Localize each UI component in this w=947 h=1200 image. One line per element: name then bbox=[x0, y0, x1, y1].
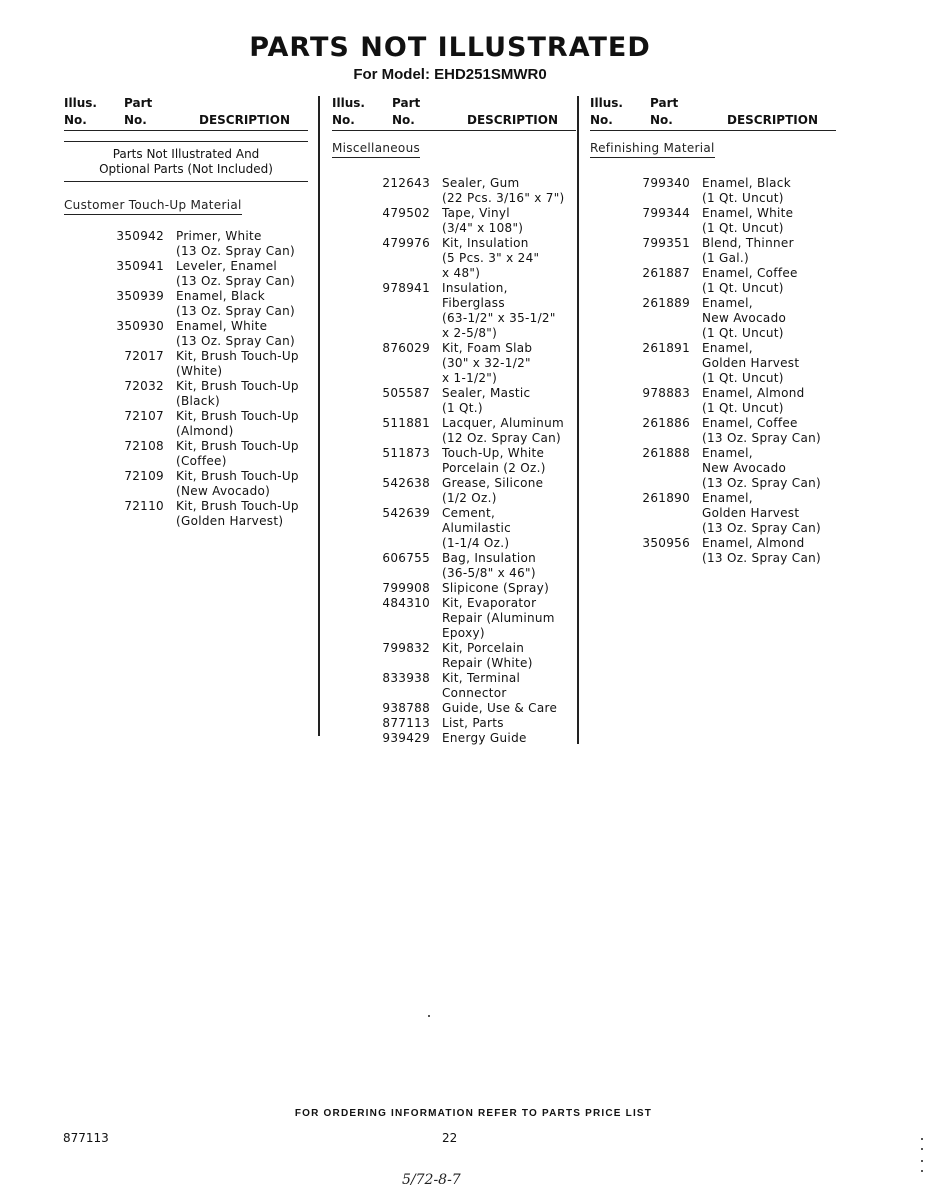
part-description: Enamel, Almond (1 Qt. Uncut) bbox=[702, 386, 805, 415]
part-number: 72107 bbox=[124, 409, 164, 423]
part-number: 72108 bbox=[124, 439, 164, 453]
part-header: Part bbox=[650, 96, 679, 110]
part-number: 261889 bbox=[642, 296, 690, 310]
part-number: 511873 bbox=[382, 446, 430, 460]
part-header: Part bbox=[392, 96, 421, 110]
section-title-refinishing: Refinishing Material bbox=[590, 141, 715, 158]
part-description: Bag, Insulation (36-5/8" x 46") bbox=[442, 551, 537, 580]
part-header: Part bbox=[124, 96, 153, 110]
note-text: Parts Not Illustrated And Optional Parts (Not Included) bbox=[99, 147, 273, 176]
part-row bbox=[64, 289, 308, 319]
part-row bbox=[332, 581, 576, 596]
part-row bbox=[332, 446, 576, 476]
part-number: 505587 bbox=[382, 386, 430, 400]
part-row bbox=[332, 506, 576, 551]
part-number: 72110 bbox=[124, 499, 164, 513]
part-no-header: No. bbox=[124, 113, 147, 127]
ordering-footer: FOR ORDERING INFORMATION REFER TO PARTS PRICE LIST bbox=[294, 1108, 653, 1119]
part-description: Enamel, Coffee (13 Oz. Spray Can) bbox=[702, 416, 821, 445]
part-description: Enamel, New Avocado (1 Qt. Uncut) bbox=[702, 296, 787, 340]
part-description: Kit, Evaporator Repair (Aluminum Epoxy) bbox=[442, 596, 555, 640]
part-row bbox=[332, 551, 576, 581]
part-row bbox=[590, 296, 836, 341]
part-row bbox=[332, 176, 576, 206]
section-title-miscellaneous: Miscellaneous bbox=[332, 141, 420, 158]
part-number: 261886 bbox=[642, 416, 690, 430]
part-description: Kit, Brush Touch-Up (Golden Harvest) bbox=[176, 499, 299, 528]
part-description: Slipicone (Spray) bbox=[442, 581, 550, 595]
part-number: 479976 bbox=[382, 236, 430, 250]
part-description: Enamel, Almond (13 Oz. Spray Can) bbox=[702, 536, 821, 565]
description-header: DESCRIPTION bbox=[466, 113, 558, 127]
part-description: Leveler, Enamel (13 Oz. Spray Can) bbox=[176, 259, 295, 288]
part-number: 799351 bbox=[642, 236, 690, 250]
part-number: 261887 bbox=[642, 266, 690, 280]
column-1 bbox=[64, 96, 308, 529]
part-row bbox=[332, 641, 576, 671]
part-description: Enamel, White (13 Oz. Spray Can) bbox=[176, 319, 295, 348]
part-description: Sealer, Gum (22 Pcs. 3/16" x 7") bbox=[442, 176, 565, 205]
part-number: 511881 bbox=[382, 416, 430, 430]
part-description: Kit, Foam Slab (30" x 32-1/2" x 1-1/2") bbox=[442, 341, 533, 385]
part-row bbox=[332, 206, 576, 236]
part-number: 350939 bbox=[116, 289, 164, 303]
part-row bbox=[64, 379, 308, 409]
part-number: 261891 bbox=[642, 341, 690, 355]
part-description: Kit, Brush Touch-Up (Almond) bbox=[176, 409, 299, 438]
part-description: Enamel, Black (13 Oz. Spray Can) bbox=[176, 289, 295, 318]
header-rule bbox=[332, 130, 576, 131]
part-row bbox=[64, 349, 308, 379]
part-description: Cement, Alumilastic (1-1/4 Oz.) bbox=[442, 506, 512, 550]
part-row bbox=[64, 319, 308, 349]
part-description: Touch-Up, White Porcelain (2 Oz.) bbox=[442, 446, 546, 475]
part-description: Enamel, Golden Harvest (13 Oz. Spray Can) bbox=[702, 491, 821, 535]
scan-speck bbox=[428, 1015, 430, 1017]
part-description: Enamel, White (1 Qt. Uncut) bbox=[702, 206, 794, 235]
part-number: 484310 bbox=[382, 596, 430, 610]
part-number: 938788 bbox=[382, 701, 430, 715]
part-number: 799832 bbox=[382, 641, 430, 655]
part-row bbox=[64, 499, 308, 529]
part-number: 799340 bbox=[642, 176, 690, 190]
part-number: 606755 bbox=[382, 551, 430, 565]
part-row bbox=[332, 671, 576, 701]
illus-header: Illus. bbox=[64, 96, 97, 110]
part-row bbox=[332, 416, 576, 446]
part-description: Primer, White (13 Oz. Spray Can) bbox=[176, 229, 295, 258]
part-description: Grease, Silicone (1/2 Oz.) bbox=[442, 476, 544, 505]
part-row bbox=[332, 701, 576, 716]
parts-list-2 bbox=[332, 176, 576, 746]
part-number: 799908 bbox=[382, 581, 430, 595]
part-no-header: No. bbox=[392, 113, 415, 127]
illus-no-header: No. bbox=[332, 113, 355, 127]
part-description: Insulation, Fiberglass (63-1/2" x 35-1/2" x 2-5/8") bbox=[442, 281, 556, 340]
part-description: Kit, Brush Touch-Up (Black) bbox=[176, 379, 299, 408]
illus-no-header: No. bbox=[64, 113, 87, 127]
part-row bbox=[332, 281, 576, 341]
header-rule bbox=[64, 130, 308, 131]
part-row bbox=[64, 259, 308, 289]
part-no-header: No. bbox=[650, 113, 673, 127]
part-row bbox=[590, 536, 836, 566]
column-divider-left bbox=[318, 96, 320, 736]
part-row bbox=[590, 386, 836, 416]
part-row bbox=[332, 236, 576, 281]
part-row bbox=[332, 716, 576, 731]
header-rule bbox=[590, 130, 836, 131]
part-number: 978883 bbox=[642, 386, 690, 400]
part-number: 876029 bbox=[382, 341, 430, 355]
column-3 bbox=[590, 96, 836, 566]
part-row bbox=[590, 446, 836, 491]
part-number: 350956 bbox=[642, 536, 690, 550]
illus-header: Illus. bbox=[590, 96, 623, 110]
part-number: 479502 bbox=[382, 206, 430, 220]
column-2-header bbox=[332, 96, 576, 130]
part-row bbox=[590, 341, 836, 386]
parts-list-3 bbox=[590, 176, 836, 566]
not-illustrated-note bbox=[64, 141, 308, 182]
illus-no-header: No. bbox=[590, 113, 613, 127]
scan-speck bbox=[921, 1148, 923, 1150]
parts-list-1 bbox=[64, 229, 308, 529]
part-description: Lacquer, Aluminum (12 Oz. Spray Can) bbox=[442, 416, 564, 445]
part-number: 72017 bbox=[124, 349, 164, 363]
page-title: PARTS NOT ILLUSTRATED bbox=[249, 32, 651, 63]
part-number: 72032 bbox=[124, 379, 164, 393]
part-number: 261890 bbox=[642, 491, 690, 505]
description-header: DESCRIPTION bbox=[726, 113, 818, 127]
part-description: Guide, Use & Care bbox=[442, 701, 558, 715]
document-number: 877113 bbox=[63, 1131, 109, 1145]
part-description: Sealer, Mastic (1 Qt.) bbox=[442, 386, 531, 415]
scan-speck bbox=[921, 1160, 923, 1162]
part-description: Tape, Vinyl (3/4" x 108") bbox=[442, 206, 524, 235]
part-number: 350941 bbox=[116, 259, 164, 273]
part-description: Enamel, New Avocado (13 Oz. Spray Can) bbox=[702, 446, 821, 490]
column-divider-right bbox=[577, 96, 579, 744]
part-row bbox=[590, 266, 836, 296]
part-description: Kit, Brush Touch-Up (New Avocado) bbox=[176, 469, 299, 498]
part-row bbox=[64, 229, 308, 259]
part-row bbox=[64, 469, 308, 499]
part-number: 799344 bbox=[642, 206, 690, 220]
part-number: 72109 bbox=[124, 469, 164, 483]
part-row bbox=[332, 341, 576, 386]
part-number: 978941 bbox=[382, 281, 430, 295]
part-number: 542639 bbox=[382, 506, 430, 520]
part-row bbox=[332, 386, 576, 416]
part-description: Blend, Thinner (1 Gal.) bbox=[702, 236, 794, 265]
part-number: 542638 bbox=[382, 476, 430, 490]
handwritten-mark: 5/72-8-7 bbox=[402, 1172, 461, 1188]
part-description: Kit, Brush Touch-Up (Coffee) bbox=[176, 439, 299, 468]
part-number: 350930 bbox=[116, 319, 164, 333]
part-description: Energy Guide bbox=[442, 731, 527, 745]
part-row bbox=[590, 206, 836, 236]
page-number: 22 bbox=[442, 1131, 458, 1145]
scan-speck bbox=[921, 1138, 923, 1140]
scan-speck bbox=[921, 1170, 923, 1172]
part-number: 261888 bbox=[642, 446, 690, 460]
part-row bbox=[590, 416, 836, 446]
part-description: Enamel, Coffee (1 Qt. Uncut) bbox=[702, 266, 798, 295]
part-description: Kit, Porcelain Repair (White) bbox=[442, 641, 533, 670]
part-row bbox=[332, 731, 576, 746]
part-description: Kit, Insulation (5 Pcs. 3" x 24" x 48") bbox=[442, 236, 540, 280]
part-description: Kit, Brush Touch-Up (White) bbox=[176, 349, 299, 378]
part-description: Enamel, Black (1 Qt. Uncut) bbox=[702, 176, 791, 205]
section-title-touch-up: Customer Touch-Up Material bbox=[64, 198, 242, 215]
part-row bbox=[590, 491, 836, 536]
column-2 bbox=[332, 96, 576, 746]
part-row bbox=[332, 596, 576, 641]
part-row bbox=[64, 409, 308, 439]
part-row bbox=[332, 476, 576, 506]
description-header: DESCRIPTION bbox=[198, 113, 290, 127]
part-row bbox=[590, 176, 836, 206]
part-row bbox=[590, 236, 836, 266]
part-description: Kit, Terminal Connector bbox=[442, 671, 521, 700]
part-number: 212643 bbox=[382, 176, 430, 190]
model-subtitle: For Model: EHD251SMWR0 bbox=[353, 66, 547, 83]
illus-header: Illus. bbox=[332, 96, 365, 110]
part-number: 350942 bbox=[116, 229, 164, 243]
part-row bbox=[64, 439, 308, 469]
part-description: Enamel, Golden Harvest (1 Qt. Uncut) bbox=[702, 341, 800, 385]
column-1-header bbox=[64, 96, 308, 130]
part-description: List, Parts bbox=[442, 716, 504, 730]
part-number: 833938 bbox=[382, 671, 430, 685]
column-3-header bbox=[590, 96, 836, 130]
part-number: 939429 bbox=[382, 731, 430, 745]
part-number: 877113 bbox=[382, 716, 430, 730]
